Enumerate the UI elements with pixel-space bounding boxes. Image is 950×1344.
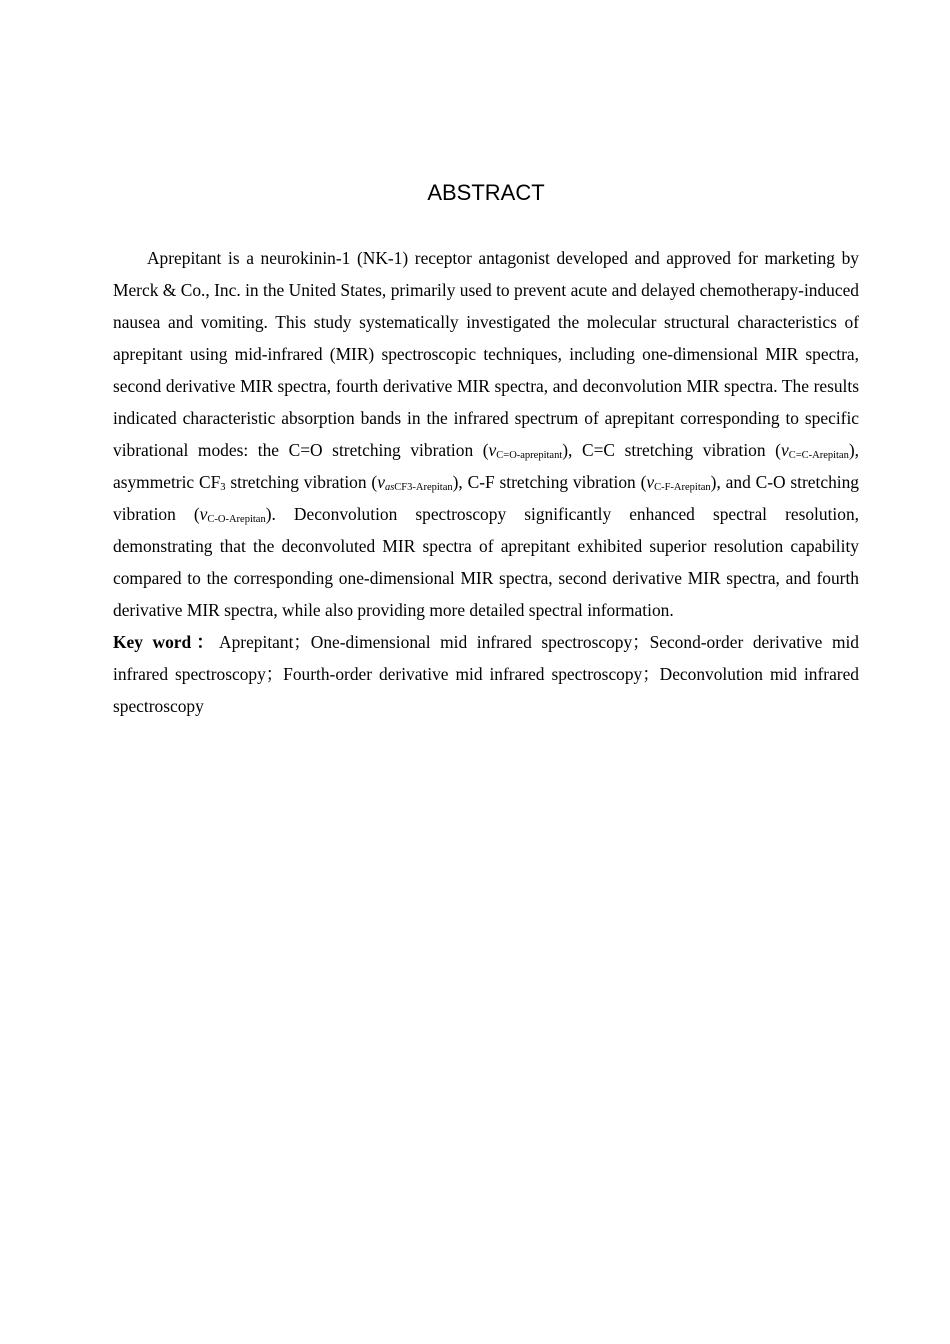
nu-symbol: v	[488, 440, 497, 460]
abstract-text: ), and C-O stretching vibration (	[113, 472, 859, 524]
nu-symbol: v	[377, 472, 385, 492]
abstract-text: ). Deconvolution spectroscopy significantly enhanced spectral resolution, demonstrating that the deconvoluted MIR spectra of aprepitant exhibited superior resolution capability compared to the corresponding one-dimensional MIR spectra, second derivative MIR spectra, and fourth derivative MIR spectra, while also providing more detailed spectral information.	[113, 504, 859, 620]
subscript-cf3-arepitan: CF3-Arepitan	[394, 482, 453, 493]
nu-symbol: v	[199, 504, 208, 524]
subscript-co-arepitan: C-O-Arepitan	[207, 514, 266, 525]
abstract-text: ), asymmetric CF	[113, 440, 859, 492]
subscript-ascf3-arepitan	[385, 482, 453, 493]
keywords-text: Aprepitant；One-dimensional mid infrared spectroscopy；Second-order derivative mid infrared spectroscopy；Fourth-order derivative mid infrared spectroscopy；Deconvolution mid infrared spectroscopy	[113, 632, 859, 716]
subscript-as: as	[384, 482, 395, 493]
nu-symbol: v	[646, 472, 655, 492]
abstract-text: stretching vibration (	[225, 472, 378, 492]
subscript-co-aprepitant: C=O-aprepitant	[496, 450, 563, 461]
keywords-paragraph	[113, 626, 859, 722]
abstract-body	[113, 242, 859, 722]
abstract-text: Aprepitant is a neurokinin-1 (NK-1) receptor antagonist developed and approved for marketing by Merck & Co., Inc. in the United States, primarily used to prevent acute and delayed chemotherapy-induced nausea and vomiting. This study systematically investigated the molecular structural characteristics of aprepitant using mid-infrared (MIR) spectroscopic techniques, including one-dimensional MIR spectra, second derivative MIR spectra, fourth derivative MIR spectra, and deconvolution MIR spectra. The results indicated characteristic absorption bands in the infrared spectrum of aprepitant corresponding to specific vibrational modes: the C=O stretching vibration (	[113, 248, 859, 460]
subscript-cf-arepitan: C-F-Arepitan	[654, 482, 711, 493]
abstract-text: ), C=C stretching vibration (	[562, 440, 781, 460]
nu-symbol: v	[780, 440, 789, 460]
abstract-paragraph	[113, 242, 859, 626]
abstract-text: ), C-F stretching vibration (	[452, 472, 647, 492]
keywords-label: Key word：	[113, 632, 220, 652]
subscript-cf3: 3	[220, 482, 226, 493]
subscript-cc-arepitan: C=C-Arepitan	[788, 450, 849, 461]
abstract-heading: ABSTRACT	[427, 180, 545, 205]
